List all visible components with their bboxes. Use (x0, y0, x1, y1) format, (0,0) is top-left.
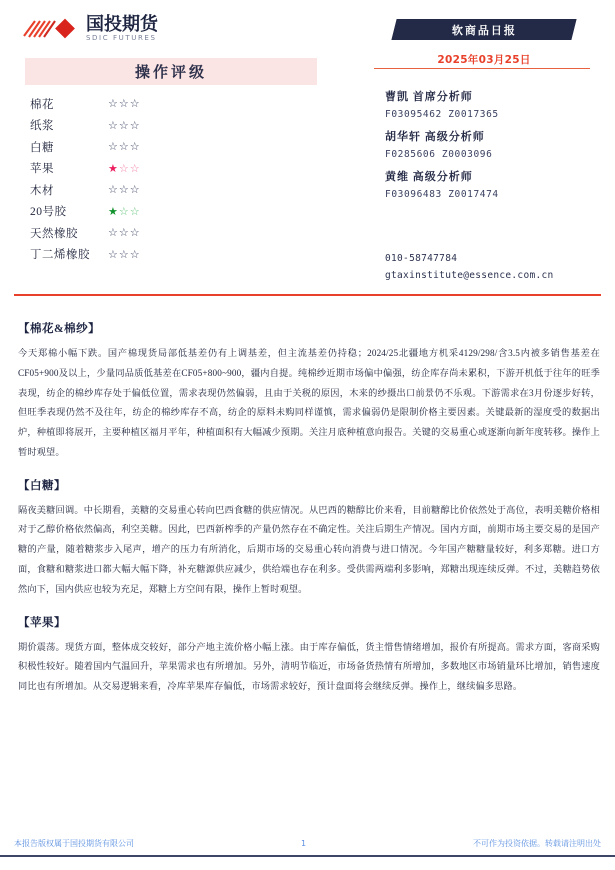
rating-row (30, 158, 140, 180)
rating-commodity-name: 纸浆 (30, 120, 54, 133)
rating-commodity-name: 20号胶 (30, 206, 67, 219)
star-empty-icon: ☆ (118, 161, 129, 175)
rating-stars (108, 206, 140, 217)
star-empty-icon: ☆ (129, 183, 140, 197)
report-header-area (0, 0, 615, 286)
rating-stars (108, 98, 140, 109)
rating-commodity-name: 棉花 (30, 98, 54, 111)
rating-panel-banner (25, 58, 317, 85)
star-empty-icon: ☆ (108, 247, 118, 261)
section-body-text: 今天郑棉小幅下跌。国产棉现货局部低基差仍有上调基差，但主流基差仍持稳；2024/25北疆地方机采4129/298/含3.5内被多销售基差在CF05+900及以上，少量同品质低基差在CF05+800~900，疆内自提。纯棉纱近期市场偏中偏强，纺企库存尚未累积，下游开机低于往年的旺季表现，纺企的棉纱库存处于偏低位置，需求表现仍然偏弱，且由于关税的原因，木来的纱摄出口前景仍不乐观。下游需求在3月份逐步好转，但旺季表现仍然不及往年，纺企的棉纱库存不高，纺企的原料未购同样谨慎，需求偏弱仍是限制价格主要因素。关键最新的湿度受的数据出炉，种植即将展开，主要种植区福月平年，种植面积有大幅减少预期。关注月底种植意向报告。关键的交易重心或逐渐向新年度转移。操作上暂时观望。 (18, 348, 600, 457)
logo-company-name-en: SDIC FUTURES (86, 34, 157, 42)
star-empty-icon: ☆ (129, 247, 140, 261)
section-title: 【苹果】 (18, 616, 66, 629)
star-empty-icon: ☆ (118, 226, 129, 240)
star-empty-icon: ☆ (108, 118, 118, 132)
star-empty-icon: ☆ (118, 204, 129, 218)
report-date: 2025年03月25日 (437, 54, 531, 66)
rating-stars (108, 227, 140, 238)
header-divider (14, 294, 601, 296)
analyst-license-code: F0285606 Z0003096 (385, 149, 493, 160)
analyst-license-code: F03096483 Z0017474 (385, 189, 499, 200)
star-empty-icon: ☆ (129, 118, 140, 132)
report-body (14, 306, 604, 701)
star-empty-icon: ☆ (118, 118, 129, 132)
date-divider (374, 68, 590, 69)
rating-row (30, 93, 140, 115)
report-section (14, 320, 604, 463)
star-empty-icon: ☆ (108, 140, 118, 154)
contact-phone: 010-58747784 (385, 253, 458, 264)
star-filled-icon: ★ (108, 161, 118, 175)
rating-list (30, 93, 140, 265)
logo-company-name-cn: 国投期货 (86, 14, 158, 35)
star-empty-icon: ☆ (129, 226, 140, 240)
star-filled-icon: ★ (108, 204, 118, 218)
rating-stars (108, 184, 140, 195)
analyst-name: 黄维 高级分析师 (385, 171, 473, 183)
rating-stars (108, 249, 140, 260)
rating-commodity-name: 天然橡胶 (30, 227, 78, 240)
analyst-license-code: F03095462 Z0017365 (385, 109, 499, 120)
star-empty-icon: ☆ (118, 183, 129, 197)
page-footer (14, 838, 601, 849)
star-empty-icon: ☆ (129, 97, 140, 111)
rating-row (30, 179, 140, 201)
contact-block (385, 253, 554, 287)
analyst-list (385, 88, 499, 208)
report-type-title: 软商品日报 (451, 24, 517, 37)
footer-divider (0, 855, 615, 857)
rating-commodity-name: 苹果 (30, 163, 54, 176)
report-section (14, 614, 604, 697)
rating-commodity-name: 丁二烯橡胶 (30, 249, 90, 262)
rating-stars (108, 120, 140, 131)
rating-row (30, 222, 140, 244)
footer-page-number: 1 (300, 839, 307, 848)
footer-copyright: 本报告版权属于国投期货有限公司 (14, 839, 134, 848)
rating-stars (108, 163, 140, 174)
analyst-name: 曹凯 首席分析师 (385, 91, 473, 103)
star-empty-icon: ☆ (129, 204, 140, 218)
rating-stars (108, 141, 140, 152)
rating-commodity-name: 白糖 (30, 141, 54, 154)
section-title: 【白糖】 (18, 479, 66, 492)
report-section (14, 477, 604, 600)
rating-row (30, 201, 140, 223)
company-logo (22, 16, 158, 42)
star-empty-icon: ☆ (118, 97, 129, 111)
star-empty-icon: ☆ (129, 161, 140, 175)
star-empty-icon: ☆ (108, 97, 118, 111)
star-empty-icon: ☆ (118, 247, 129, 261)
section-title: 【棉花&棉纱】 (18, 323, 101, 335)
star-empty-icon: ☆ (118, 140, 129, 154)
star-empty-icon: ☆ (108, 226, 118, 240)
star-empty-icon: ☆ (129, 140, 140, 154)
rating-row (30, 136, 140, 158)
footer-disclaimer: 不可作为投资依据。转载请注明出处 (473, 839, 601, 848)
section-body-text: 隔夜美糖回调。中长期看，美糖的交易重心转向巴西食糖的供应情况。从巴西的糖醇比价来看，目前糖醇比价依然处于高位，表明美糖价格相对于乙醇价格依然偏高，利空美糖。因此，巴西新榨季的产量仍然存在不确定性。关注后期生产情况。国内方面，前期市场主要交易的是国产糖的产量，随着糖浆步入尾声，增产的压力有所消化，后期市场的交易重心转向消费与进口情况。今年国产糖糖量较好，利多郑糖。进口方面，食糖和糖浆进口都大幅大幅下降，补充糖源供应减少，供给端也存在利多。受供需两端利多影响，郑糖出现连续反弹。不过，美糖趋势依然向下，国内供应也较为充足，郑糖上方空间有限，操作上暂时观望。 (18, 504, 600, 594)
logo-mark-icon (22, 16, 82, 42)
contact-email[interactable]: gtaxinstitute@essence.com.cn (385, 270, 554, 281)
section-body-text: 期价震荡。现货方面，整体成交较好，部分产地主流价格小幅上涨。由于库存偏低，货主惜售情绪增加，报价有所提高。需求方面，客商采购积极性较好。随着国内气温回升，苹果需求也有所增加。另外，清明节临近，市场备货热情有所增加，多数地区市场销量环比增加，销售速度同比也有所增加。从交易逻辑来看，冷库苹果库存偏低，市场需求较好，预计盘面将会继续反弹。操作上，继续偏多思路。 (18, 641, 600, 692)
rating-panel-title: 操作评级 (134, 65, 207, 81)
rating-row (30, 115, 140, 137)
report-type-banner (391, 19, 576, 40)
rating-commodity-name: 木材 (30, 184, 54, 197)
star-empty-icon: ☆ (108, 183, 118, 197)
analyst-name: 胡华轩 高级分析师 (385, 131, 485, 143)
rating-row (30, 244, 140, 266)
